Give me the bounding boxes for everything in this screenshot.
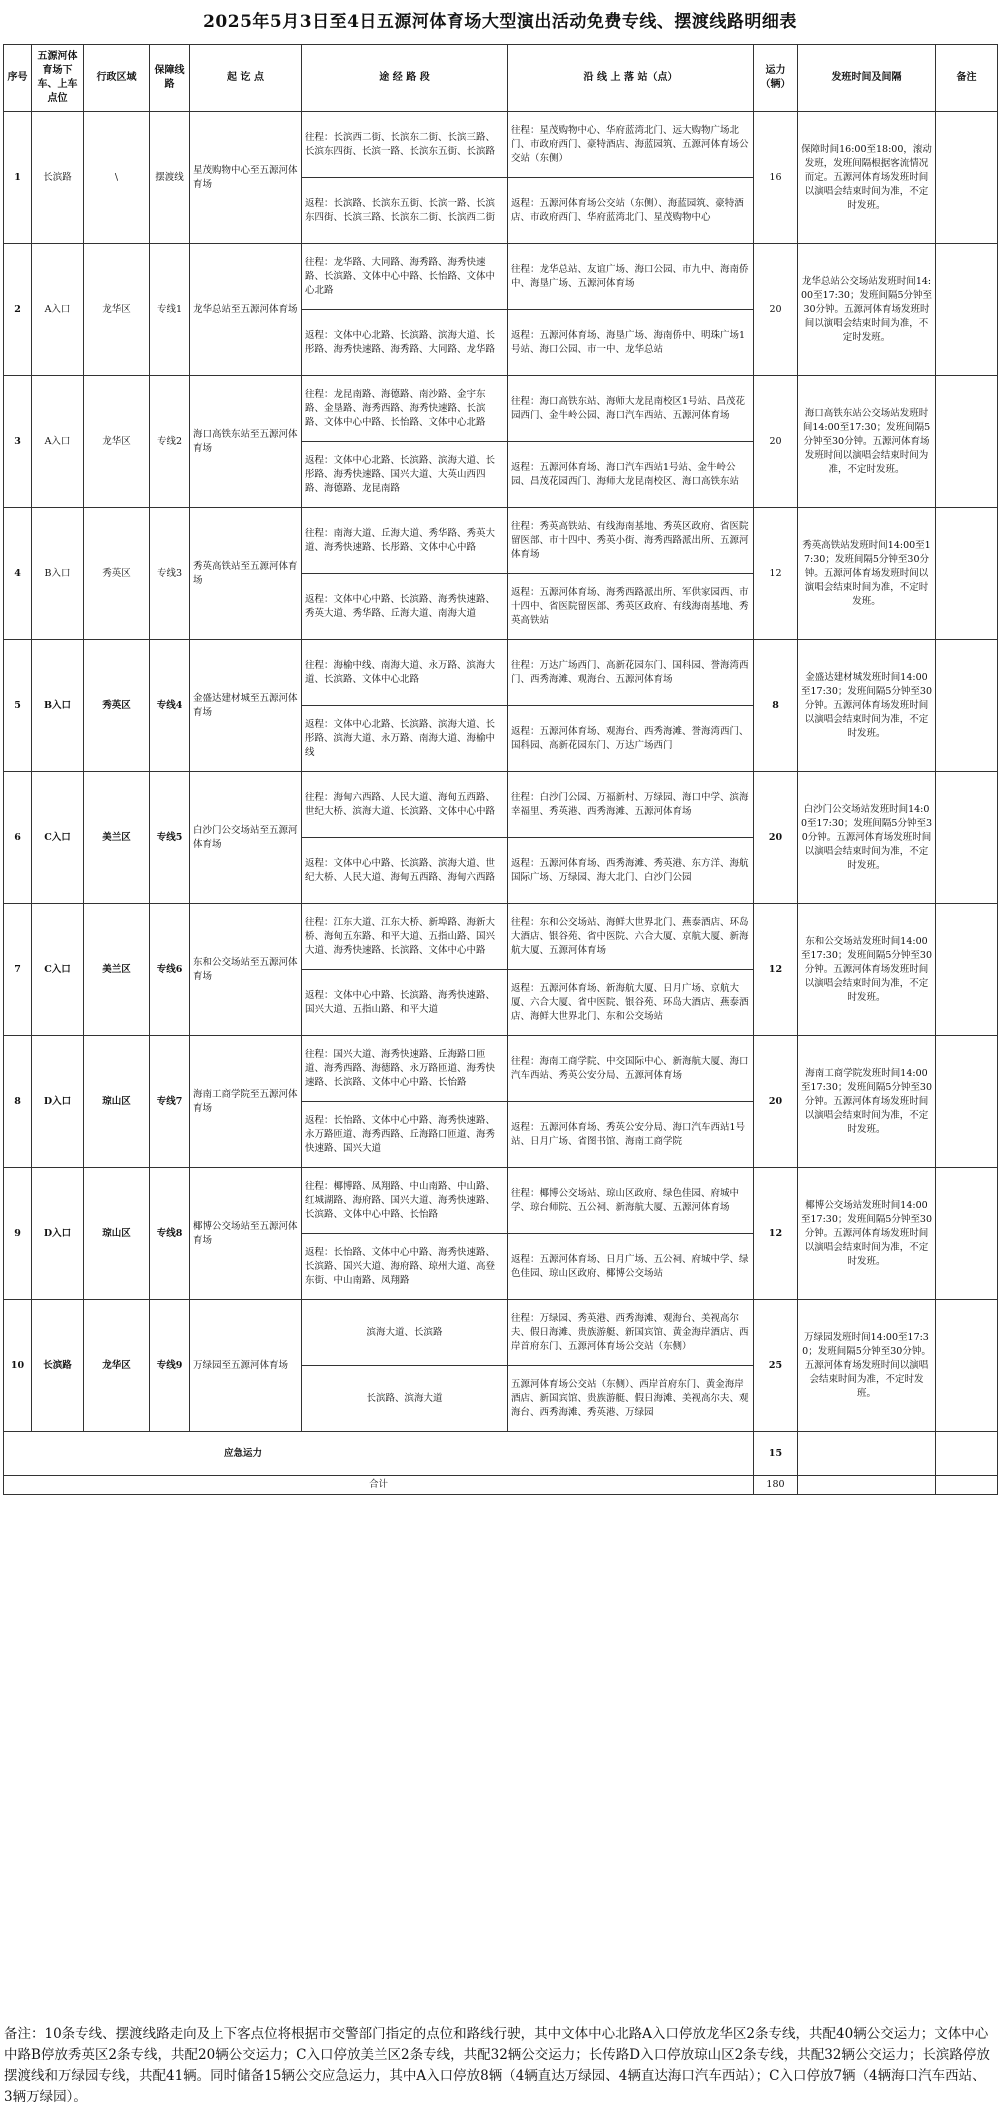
row-fleet: 12: [754, 1168, 798, 1300]
table-row: [4, 1036, 998, 1102]
row-remark: [936, 112, 998, 244]
row-stops-outbound: 往程：万达广场西门、高新花园东门、国科园、誉海湾西门、西秀海滩、观海台、五源河体育场: [508, 640, 754, 706]
row-line: 摆渡线: [150, 112, 190, 244]
row-no: 10: [4, 1300, 32, 1432]
total-label: 合计: [4, 1476, 754, 1495]
total-value: 180: [754, 1476, 798, 1495]
row-origin-destination: 万绿园至五源河体育场: [190, 1300, 302, 1432]
row-remark: [936, 1300, 998, 1432]
row-line: 专线2: [150, 376, 190, 508]
emergency-label: 应急运力: [4, 1432, 754, 1476]
header-time: 发班时间及间隔: [798, 45, 936, 112]
row-no: 8: [4, 1036, 32, 1168]
row-fleet: 8: [754, 640, 798, 772]
row-stops-return: 返程：五源河体育场公交站（东侧）、海蓝园筑、豪特酒店、市政府西门、华府蓝湾北门、星茂购物中心: [508, 178, 754, 244]
table-header-row: [4, 45, 998, 112]
table-row: [4, 244, 998, 310]
row-stops-return: 返程：五源河体育场、海秀西路派出所、军供家园西、市十四中、省医院留医部、秀英区政府、有线海南基地、秀英高铁站: [508, 574, 754, 640]
row-schedule: 金盛达建材城发班时间14:00至17:30；发班间隔5分钟至30分钟。五源河体育场发班时间以演唱会结束时间为准，不定时发班。: [798, 640, 936, 772]
row-route-return: 返程：长怡路、文体中心中路、海秀快速路、长滨路、国兴大道、海府路、琼州大道、高登东街、中山南路、凤翔路: [302, 1234, 508, 1300]
row-no: 2: [4, 244, 32, 376]
row-remark: [936, 1036, 998, 1168]
row-district: 美兰区: [84, 772, 150, 904]
row-origin-destination: 椰博公交场站至五源河体育场: [190, 1168, 302, 1300]
row-district: 美兰区: [84, 904, 150, 1036]
row-district: 龙华区: [84, 244, 150, 376]
table-row: [4, 376, 998, 442]
row-fleet: 20: [754, 1036, 798, 1168]
row-route-outbound: 往程：海榆中线、南海大道、永万路、滨海大道、长滨路、文体中心北路: [302, 640, 508, 706]
row-no: 4: [4, 508, 32, 640]
row-remark: [936, 640, 998, 772]
row-line: 专线7: [150, 1036, 190, 1168]
row-schedule: 椰博公交场站发班时间14:00至17:30；发班间隔5分钟至30分钟。五源河体育场发班时间以演唱会结束时间为准，不定时发班。: [798, 1168, 936, 1300]
header-stops: 沿 线 上 落 站（点）: [508, 45, 754, 112]
row-district: 琼山区: [84, 1168, 150, 1300]
row-line: 专线3: [150, 508, 190, 640]
row-stops-return: 返程：五源河体育场、新海航大厦、日月广场、京航大厦、六合大厦、省中医院、银谷苑、环岛大酒店、燕泰酒店、海鲜大世界北门、东和公交场站: [508, 970, 754, 1036]
row-stops-outbound: 往程：白沙门公园、万福新村、万绿园、海口中学、滨海幸福里、秀英港、西秀海滩、五源河体育场: [508, 772, 754, 838]
row-fleet: 20: [754, 244, 798, 376]
row-route-return: 返程：长滨路、长滨东五街、长滨一路、长滨东四街、长滨三路、长滨东二街、长滨西二街: [302, 178, 508, 244]
row-stops-return: 返程：五源河体育场、西秀海滩、秀英港、东方洋、海航国际广场、万绿园、海大北门、白沙门公园: [508, 838, 754, 904]
header-route: 途 经 路 段: [302, 45, 508, 112]
row-gate: B入口: [32, 508, 84, 640]
row-route-return: 长滨路、滨海大道: [302, 1366, 508, 1432]
row-district: 龙华区: [84, 376, 150, 508]
row-fleet: 12: [754, 508, 798, 640]
row-route-return: 返程：文体中心中路、长滨路、海秀快速路、秀英大道、秀华路、丘海大道、南海大道: [302, 574, 508, 640]
row-remark: [936, 772, 998, 904]
row-route-return: 返程：长怡路、文体中心中路、海秀快速路、永万路匝道、海秀西路、丘海路口匝道、海秀快速路、国兴大道: [302, 1102, 508, 1168]
document-title: 2025年5月3日至4日五源河体育场大型演出活动免费专线、摆渡线路明细表: [203, 12, 797, 32]
row-stops-outbound: 往程：海南工商学院、中交国际中心、新海航大厦、海口汽车西站、秀英公安分局、五源河体育场: [508, 1036, 754, 1102]
row-line: 专线5: [150, 772, 190, 904]
row-line: 专线6: [150, 904, 190, 1036]
header-line: 保障线路: [150, 45, 190, 112]
row-stops-outbound: 往程：星茂购物中心、华府蓝湾北门、远大购物广场北门、市政府西门、豪特酒店、海蓝园筑、五源河体育场公交站（东侧）: [508, 112, 754, 178]
table-row: [4, 1300, 998, 1366]
row-stops-return: 返程：五源河体育场、观海台、西秀海滩、誉海湾西门、国科园、高新花园东门、万达广场西门: [508, 706, 754, 772]
row-district: 秀英区: [84, 508, 150, 640]
row-stops-outbound: 往程：秀英高铁站、有线海南基地、秀英区政府、省医院留医部、市十四中、秀英小街、海秀西路派出所、五源河体育场: [508, 508, 754, 574]
emergency-value: 15: [754, 1432, 798, 1476]
row-stops-return: 返程：五源河体育场、海口汽车西站1号站、金牛岭公园、昌茂花园西门、海师大龙昆南校区、海口高铁东站: [508, 442, 754, 508]
footnote: 备注：10条专线、摆渡线路走向及上下客点位将根据市交警部门指定的点位和路线行驶，其中文体中心北路A入口停放龙华区2条专线，共配40辆公交运力；文体中心中路B停放秀英区2条专线，共配20辆公交运力；C入口停放美兰区2条专线，共配32辆公交运力；长传路D入口停放琼山区2条专线，共配32辆公交运力；长滨路停放摆渡线和万绿园专线，共配41辆。同时储备15辆公交应急运力，其中A入口停放8辆（4辆直达万绿园、4辆直达海口汽车西站）；C入口停放7辆（4辆海口汽车西站、3辆万绿园）。: [4, 2026, 990, 2105]
table-row: [4, 508, 998, 574]
row-route-return: 返程：文体中心北路、长滨路、滨海大道、长彤路、滨海大道、永万路、南海大道、海榆中线: [302, 706, 508, 772]
row-gate: C入口: [32, 772, 84, 904]
row-gate: D入口: [32, 1036, 84, 1168]
emergency-row: [4, 1432, 998, 1476]
header-district: 行政区域: [84, 45, 150, 112]
row-route-return: 返程：文体中心北路、长滨路、滨海大道、长彤路、海秀快速路、海秀路、大同路、龙华路: [302, 310, 508, 376]
row-route-return: 返程：文体中心北路、长滨路、滨海大道、长彤路、海秀快速路、国兴大道、大英山西四路、海德路、龙昆南路: [302, 442, 508, 508]
row-stops-outbound: 往程：海口高铁东站、海师大龙昆南校区1号站、昌茂花园西门、金牛岭公园、海口汽车西站、五源河体育场: [508, 376, 754, 442]
row-route-outbound: 往程：龙昆南路、海德路、南沙路、金宇东路、金垦路、海秀西路、海秀快速路、长滨路、文体中心中路、长怡路、文体中心北路: [302, 376, 508, 442]
row-remark: [936, 904, 998, 1036]
row-origin-destination: 金盛达建材城至五源河体育场: [190, 640, 302, 772]
row-line: 专线8: [150, 1168, 190, 1300]
row-route-outbound: 往程：江东大道、江东大桥、新埠路、海新大桥、海甸五东路、和平大道、五指山路、国兴大道、海秀快速路、长滨路、文体中心中路: [302, 904, 508, 970]
row-remark: [936, 1168, 998, 1300]
header-od: 起 讫 点: [190, 45, 302, 112]
table-row: [4, 904, 998, 970]
row-schedule: 秀英高铁站发班时间14:00至17:30；发班间隔5分钟至30分钟。五源河体育场发班时间以演唱会结束时间为准，不定时发班。: [798, 508, 936, 640]
header-remark: 备注: [936, 45, 998, 112]
header-gate: 五源河体育场下车、上车点位: [32, 45, 84, 112]
row-district: 龙华区: [84, 1300, 150, 1432]
row-origin-destination: 海南工商学院至五源河体育场: [190, 1036, 302, 1168]
row-route-outbound: 往程：南海大道、丘海大道、秀华路、秀英大道、海秀快速路、长彤路、文体中心中路: [302, 508, 508, 574]
route-table: [3, 44, 998, 1495]
row-origin-destination: 星茂购物中心至五源河体育场: [190, 112, 302, 244]
row-route-outbound: 往程：海甸六西路、人民大道、海甸五西路、世纪大桥、滨海大道、长滨路、文体中心中路: [302, 772, 508, 838]
row-remark: [936, 244, 998, 376]
row-stops-outbound: 往程：东和公交场站、海鲜大世界北门、燕泰酒店、环岛大酒店、银谷苑、省中医院、六合大厦、京航大厦、新海航大厦、五源河体育场: [508, 904, 754, 970]
row-stops-outbound: 往程：椰博公交场站、琼山区政府、绿色佳园、府城中学、琼台师院、五公祠、新海航大厦、五源河体育场: [508, 1168, 754, 1234]
row-route-outbound: 往程：国兴大道、海秀快速路、丘海路口匝道、海秀西路、海德路、永万路匝道、海秀快速路、长滨路、文体中心中路、长怡路: [302, 1036, 508, 1102]
row-fleet: 12: [754, 904, 798, 1036]
table-row: [4, 1168, 998, 1234]
row-stops-outbound: 往程：万绿园、秀英港、西秀海滩、观海台、美视高尔夫、假日海滩、贵族游艇、新国宾馆、黄金海岸酒店、西岸首府东门、五源河体育场公交站（东侧）: [508, 1300, 754, 1366]
row-stops-return: 返程：五源河体育场、日月广场、五公祠、府城中学、绿色佳园、琼山区政府、椰博公交场站: [508, 1234, 754, 1300]
row-no: 7: [4, 904, 32, 1036]
row-no: 1: [4, 112, 32, 244]
row-line: 专线4: [150, 640, 190, 772]
row-no: 6: [4, 772, 32, 904]
row-origin-destination: 东和公交场站至五源河体育场: [190, 904, 302, 1036]
row-stops-return: 返程：五源河体育场、秀英公安分局、海口汽车西站1号站、日月广场、省图书馆、海南工商学院: [508, 1102, 754, 1168]
row-no: 5: [4, 640, 32, 772]
row-schedule: 万绿园发班时间14:00至17:30；发班间隔5分钟至30分钟。五源河体育场发班时间以演唱会结束时间为准，不定时发班。: [798, 1300, 936, 1432]
row-fleet: 20: [754, 376, 798, 508]
row-remark: [936, 508, 998, 640]
row-fleet: 16: [754, 112, 798, 244]
row-route-outbound: 滨海大道、长滨路: [302, 1300, 508, 1366]
row-schedule: 海口高铁东站公交场站发班时间14:00至17:30；发班间隔5分钟至30分钟。五源河体育场发班时间以演唱会结束时间为准，不定时发班。: [798, 376, 936, 508]
row-district: \: [84, 112, 150, 244]
row-schedule: 东和公交场站发班时间14:00至17:30；发班间隔5分钟至30分钟。五源河体育场发班时间以演唱会结束时间为准，不定时发班。: [798, 904, 936, 1036]
row-gate: A入口: [32, 244, 84, 376]
row-gate: 长滨路: [32, 1300, 84, 1432]
row-origin-destination: 海口高铁东站至五源河体育场: [190, 376, 302, 508]
row-no: 3: [4, 376, 32, 508]
row-route-return: 返程：文体中心中路、长滨路、滨海大道、世纪大桥、人民大道、海甸五西路、海甸六西路: [302, 838, 508, 904]
row-fleet: 20: [754, 772, 798, 904]
row-stops-return: 返程：五源河体育场、海垦广场、海南侨中、明珠广场1号站、海口公园、市一中、龙华总站: [508, 310, 754, 376]
row-fleet: 25: [754, 1300, 798, 1432]
header-fleet: 运力（辆）: [754, 45, 798, 112]
row-route-outbound: 往程：长滨西二街、长滨东二街、长滨三路、长滨东四街、长滨一路、长滨东五街、长滨路: [302, 112, 508, 178]
header-no: 序号: [4, 45, 32, 112]
row-stops-outbound: 往程：龙华总站、友谊广场、海口公园、市九中、海南侨中、海垦广场、五源河体育场: [508, 244, 754, 310]
row-gate: A入口: [32, 376, 84, 508]
row-route-return: 返程：文体中心中路、长滨路、海秀快速路、国兴大道、五指山路、和平大道: [302, 970, 508, 1036]
row-remark: [936, 376, 998, 508]
row-origin-destination: 白沙门公交场站至五源河体育场: [190, 772, 302, 904]
row-line: 专线1: [150, 244, 190, 376]
table-row: [4, 640, 998, 706]
row-stops-return: 五源河体育场公交站（东侧）、西岸首府东门、黄金海岸酒店、新国宾馆、贵族游艇、假日海滩、美视高尔夫、观海台、西秀海滩、秀英港、万绿园: [508, 1366, 754, 1432]
row-gate: 长滨路: [32, 112, 84, 244]
row-district: 秀英区: [84, 640, 150, 772]
table-row: [4, 112, 998, 178]
row-district: 琼山区: [84, 1036, 150, 1168]
row-gate: B入口: [32, 640, 84, 772]
row-schedule: 海南工商学院发班时间14:00至17:30；发班间隔5分钟至30分钟。五源河体育场发班时间以演唱会结束时间为准，不定时发班。: [798, 1036, 936, 1168]
row-origin-destination: 龙华总站至五源河体育场: [190, 244, 302, 376]
row-origin-destination: 秀英高铁站至五源河体育场: [190, 508, 302, 640]
row-gate: D入口: [32, 1168, 84, 1300]
row-route-outbound: 往程：龙华路、大同路、海秀路、海秀快速路、长滨路、文体中心中路、长怡路、文体中心北路: [302, 244, 508, 310]
row-line: 专线9: [150, 1300, 190, 1432]
row-schedule: 保障时间16:00至18:00，滚动发班，发班间隔根据客流情况而定。五源河体育场发班时间以演唱会结束时间为准，不定时发班。: [798, 112, 936, 244]
row-route-outbound: 往程：椰博路、凤翔路、中山南路、中山路、红城湖路、海府路、国兴大道、海秀快速路、长滨路、文体中心中路、长怡路: [302, 1168, 508, 1234]
total-row: [4, 1476, 998, 1495]
row-schedule: 白沙门公交场站发班时间14:00至17:30；发班间隔5分钟至30分钟。五源河体育场发班时间以演唱会结束时间为准，不定时发班。: [798, 772, 936, 904]
table-row: [4, 772, 998, 838]
row-gate: C入口: [32, 904, 84, 1036]
row-no: 9: [4, 1168, 32, 1300]
row-schedule: 龙华总站公交场站发班时间14:00至17:30；发班间隔5分钟至30分钟。五源河体育场发班时间以演唱会结束时间为准，不定时发班。: [798, 244, 936, 376]
